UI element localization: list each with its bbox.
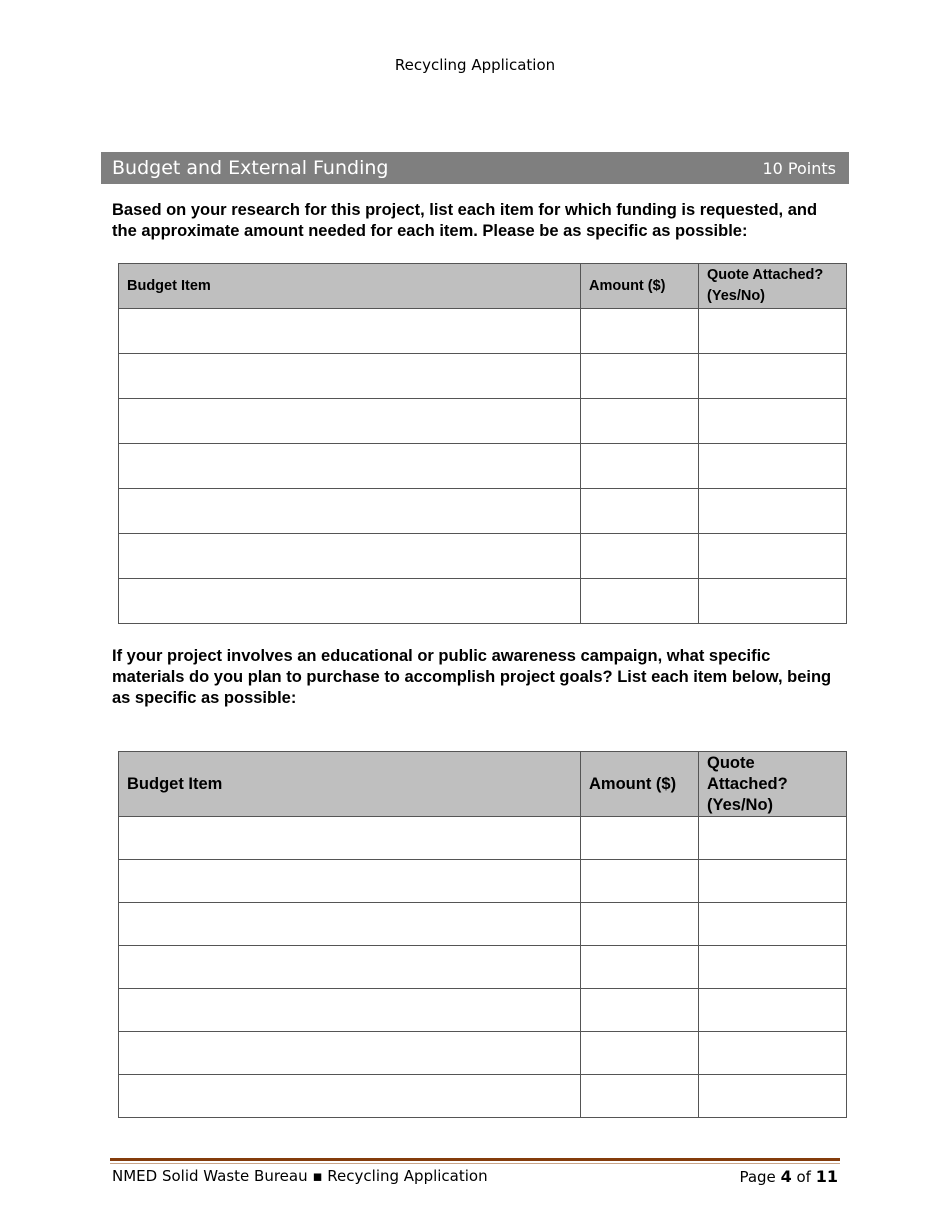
section-points: 10 Points <box>762 158 836 178</box>
budget-item-cell[interactable] <box>119 444 581 489</box>
budget-item-cell[interactable] <box>119 817 581 860</box>
budget-item-cell[interactable] <box>119 579 581 624</box>
budget-table <box>118 263 847 624</box>
budget-item-cell[interactable] <box>119 534 581 579</box>
column-header-budget-item: Budget Item <box>119 752 581 817</box>
quote-attached-cell[interactable] <box>699 1032 847 1075</box>
column-header-quote-attached: Quote Attached? (Yes/No) <box>699 264 847 309</box>
page-label: Page <box>739 1168 776 1186</box>
quote-attached-cell[interactable] <box>699 989 847 1032</box>
table-header-row <box>119 264 847 309</box>
budget-item-cell[interactable] <box>119 309 581 354</box>
campaign-materials-table <box>118 751 847 1118</box>
amount-cell[interactable] <box>581 989 699 1032</box>
amount-cell[interactable] <box>581 946 699 989</box>
budget-item-cell[interactable] <box>119 1032 581 1075</box>
column-header-quote-attached: Quote Attached? (Yes/No) <box>699 752 847 817</box>
budget-item-cell[interactable] <box>119 860 581 903</box>
amount-cell[interactable] <box>581 1032 699 1075</box>
amount-cell[interactable] <box>581 354 699 399</box>
amount-cell[interactable] <box>581 399 699 444</box>
table-header-row <box>119 752 847 817</box>
quote-attached-cell[interactable] <box>699 903 847 946</box>
table-row <box>119 444 847 489</box>
table-row <box>119 860 847 903</box>
campaign-instructions: If your project involves an educational or public awareness campaign, what specific materials do you plan to purchase to accomplish project goals? List each item below, being as specific as possible: <box>112 647 832 707</box>
footer-divider-thin <box>110 1163 840 1164</box>
table-row <box>119 946 847 989</box>
section-title: Budget and External Funding <box>112 157 389 179</box>
quote-attached-cell[interactable] <box>699 354 847 399</box>
amount-cell[interactable] <box>581 489 699 534</box>
table-row <box>119 817 847 860</box>
budget-item-cell[interactable] <box>119 903 581 946</box>
quote-attached-cell[interactable] <box>699 817 847 860</box>
amount-cell[interactable] <box>581 860 699 903</box>
page-total: 11 <box>815 1167 838 1186</box>
footer-document-title: NMED Solid Waste Bureau ▪ Recycling Application <box>112 1167 488 1185</box>
quote-attached-cell[interactable] <box>699 946 847 989</box>
quote-attached-cell[interactable] <box>699 860 847 903</box>
footer-divider <box>110 1158 840 1161</box>
amount-cell[interactable] <box>581 1075 699 1118</box>
table-row <box>119 534 847 579</box>
column-header-budget-item: Budget Item <box>119 264 581 309</box>
budget-item-cell[interactable] <box>119 399 581 444</box>
quote-attached-cell[interactable] <box>699 489 847 534</box>
amount-cell[interactable] <box>581 534 699 579</box>
quote-attached-cell[interactable] <box>699 309 847 354</box>
section-header-bar <box>101 152 849 184</box>
column-header-amount: Amount ($) <box>581 264 699 309</box>
amount-cell[interactable] <box>581 309 699 354</box>
table-row <box>119 989 847 1032</box>
table-row <box>119 489 847 534</box>
budget-item-cell[interactable] <box>119 1075 581 1118</box>
table-row <box>119 354 847 399</box>
table-row <box>119 1075 847 1118</box>
running-header: Recycling Application <box>394 56 556 74</box>
amount-cell[interactable] <box>581 579 699 624</box>
budget-item-cell[interactable] <box>119 946 581 989</box>
amount-cell[interactable] <box>581 444 699 489</box>
budget-instructions: Based on your research for this project, list each item for which funding is requested, and the approximate amount needed for each item. Please be as specific as possible: <box>112 201 818 240</box>
amount-cell[interactable] <box>581 817 699 860</box>
page-of-label: of <box>796 1168 811 1186</box>
quote-attached-cell[interactable] <box>699 579 847 624</box>
table-row <box>119 1032 847 1075</box>
table-row <box>119 309 847 354</box>
budget-item-cell[interactable] <box>119 989 581 1032</box>
footer-page-number <box>739 1167 838 1186</box>
quote-attached-cell[interactable] <box>699 444 847 489</box>
quote-attached-cell[interactable] <box>699 534 847 579</box>
table-row <box>119 399 847 444</box>
page-current: 4 <box>780 1167 792 1186</box>
table-row <box>119 903 847 946</box>
table-row <box>119 579 847 624</box>
column-header-amount: Amount ($) <box>581 752 699 817</box>
budget-item-cell[interactable] <box>119 489 581 534</box>
budget-item-cell[interactable] <box>119 354 581 399</box>
quote-attached-cell[interactable] <box>699 1075 847 1118</box>
amount-cell[interactable] <box>581 903 699 946</box>
quote-attached-cell[interactable] <box>699 399 847 444</box>
